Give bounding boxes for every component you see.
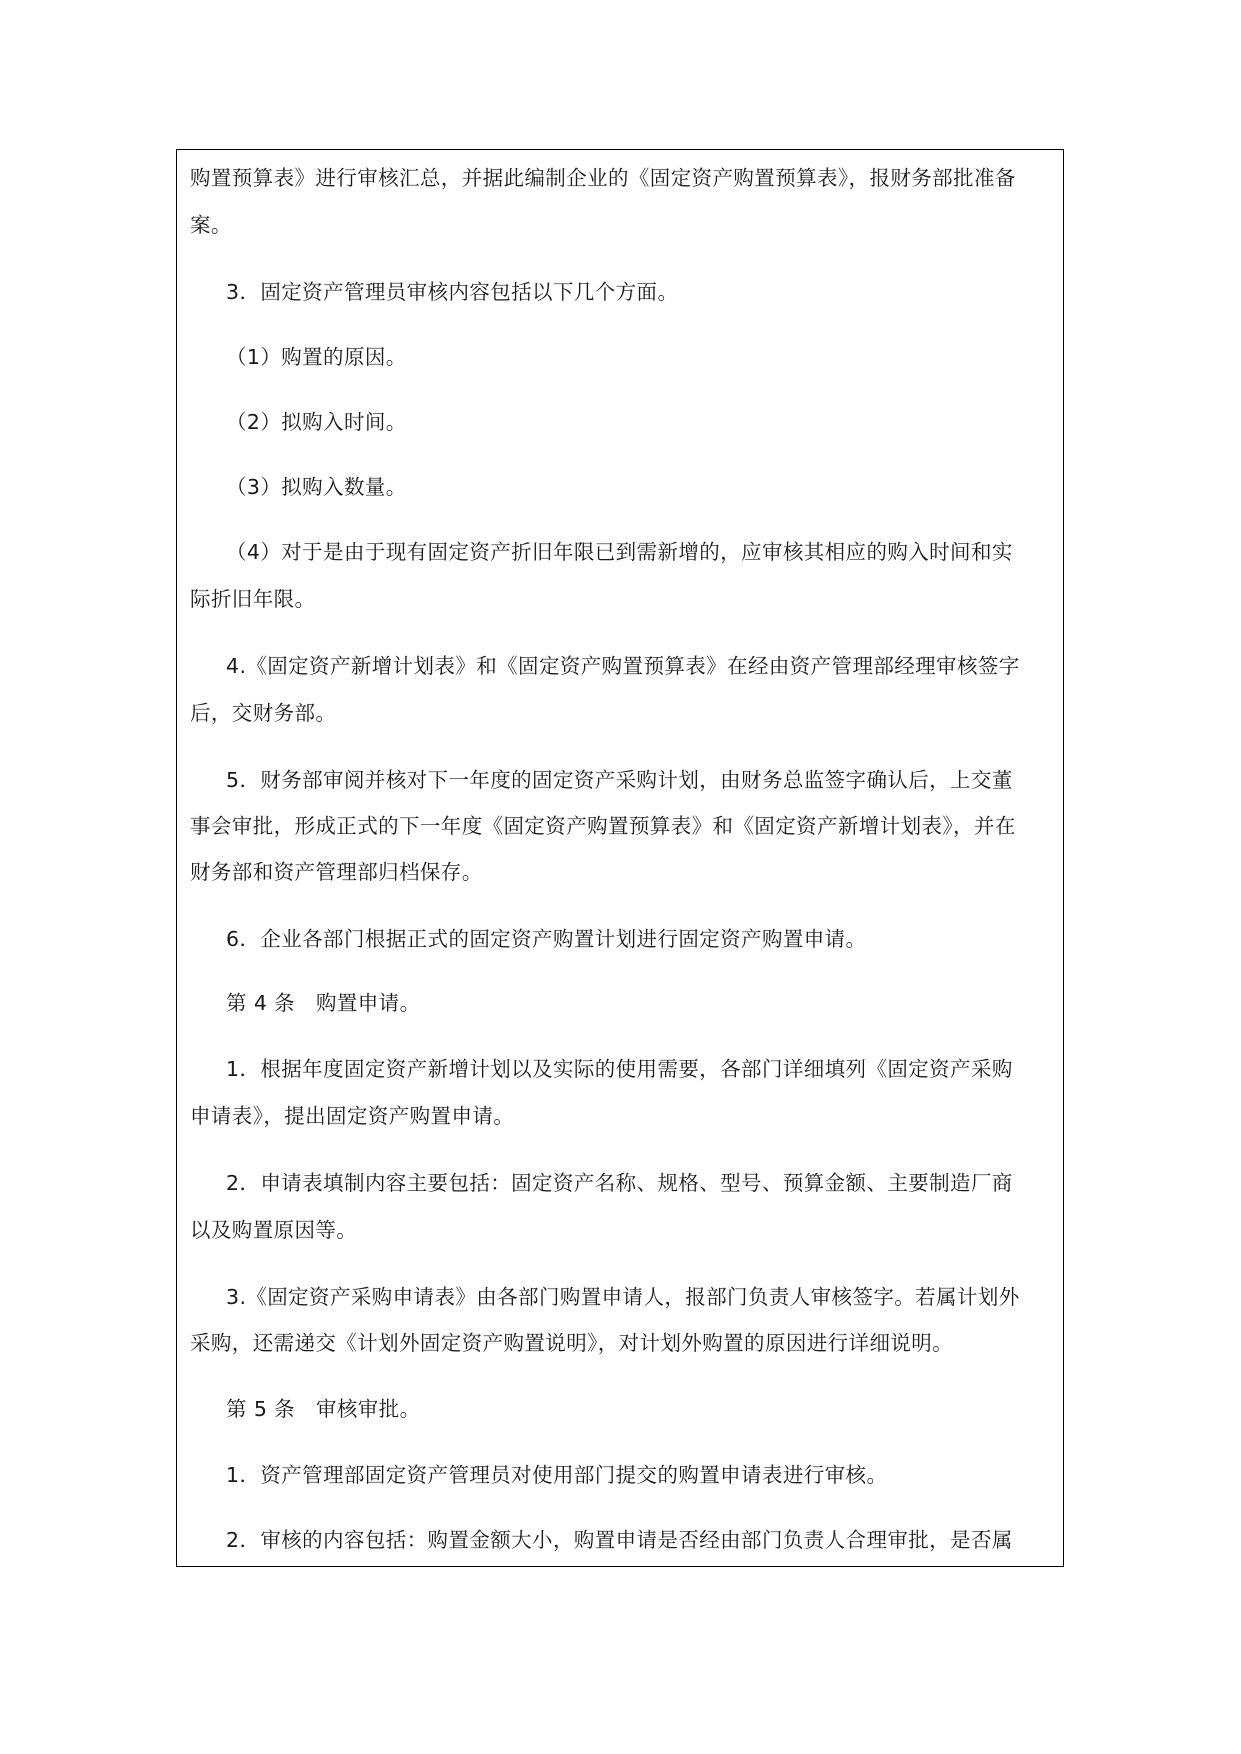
paragraph-line: 事会审批，形成正式的下一年度《固定资产购置预算表》和《固定资产新增计划表》，并在	[190, 814, 1016, 838]
paragraph-line: 际折旧年限。	[190, 587, 316, 611]
paragraph-line: 后，交财务部。	[190, 701, 337, 725]
paragraph-line: （1）购置的原因。	[226, 345, 407, 369]
paragraph-line: 申请表》，提出固定资产购置申请。	[190, 1104, 515, 1128]
paragraph-line: 2．申请表填制内容主要包括：固定资产名称、规格、型号、预算金额、主要制造厂商	[226, 1171, 1013, 1195]
paragraph-line: 6．企业各部门根据正式的固定资产购置计划进行固定资产购置申请。	[226, 927, 867, 951]
paragraph-line: （4）对于是由于现有固定资产折旧年限已到需新增的，应审核其相应的购入时间和实	[226, 540, 1013, 564]
paragraph-line: （2）拟购入时间。	[226, 410, 407, 434]
paragraph-line: 购置预算表》进行审核汇总，并据此编制企业的《固定资产购置预算表》，报财务部批准备	[190, 166, 1016, 190]
paragraph-line: 3．固定资产管理员审核内容包括以下几个方面。	[226, 280, 679, 304]
paragraph-line: 1．资产管理部固定资产管理员对使用部门提交的购置申请表进行审核。	[226, 1463, 888, 1487]
paragraph-line: 4.《固定资产新增计划表》和《固定资产购置预算表》在经由资产管理部经理审核签字	[226, 654, 1020, 678]
paragraph-line: 2．审核的内容包括：购置金额大小，购置申请是否经由部门负责人合理审批，是否属	[226, 1528, 1013, 1552]
paragraph-line: 5．财务部审阅并核对下一年度的固定资产采购计划，由财务总监签字确认后，上交董	[226, 768, 1013, 792]
paragraph-line: 案。	[190, 213, 232, 237]
paragraph-line: 1．根据年度固定资产新增计划以及实际的使用需要，各部门详细填列《固定资产采购	[226, 1057, 1013, 1081]
section-heading: 第 4 条 购置申请。	[226, 991, 421, 1015]
paragraph-line: 采购，还需递交《计划外固定资产购置说明》，对计划外购置的原因进行详细说明。	[190, 1331, 954, 1355]
paragraph-line: 以及购置原因等。	[190, 1218, 358, 1242]
section-heading: 第 5 条 审核审批。	[226, 1397, 421, 1421]
paragraph-line: 财务部和资产管理部归档保存。	[190, 860, 483, 884]
paragraph-line: （3）拟购入数量。	[226, 475, 407, 499]
paragraph-line: 3.《固定资产采购申请表》由各部门购置申请人，报部门负责人审核签字。若属计划外	[226, 1285, 1020, 1309]
